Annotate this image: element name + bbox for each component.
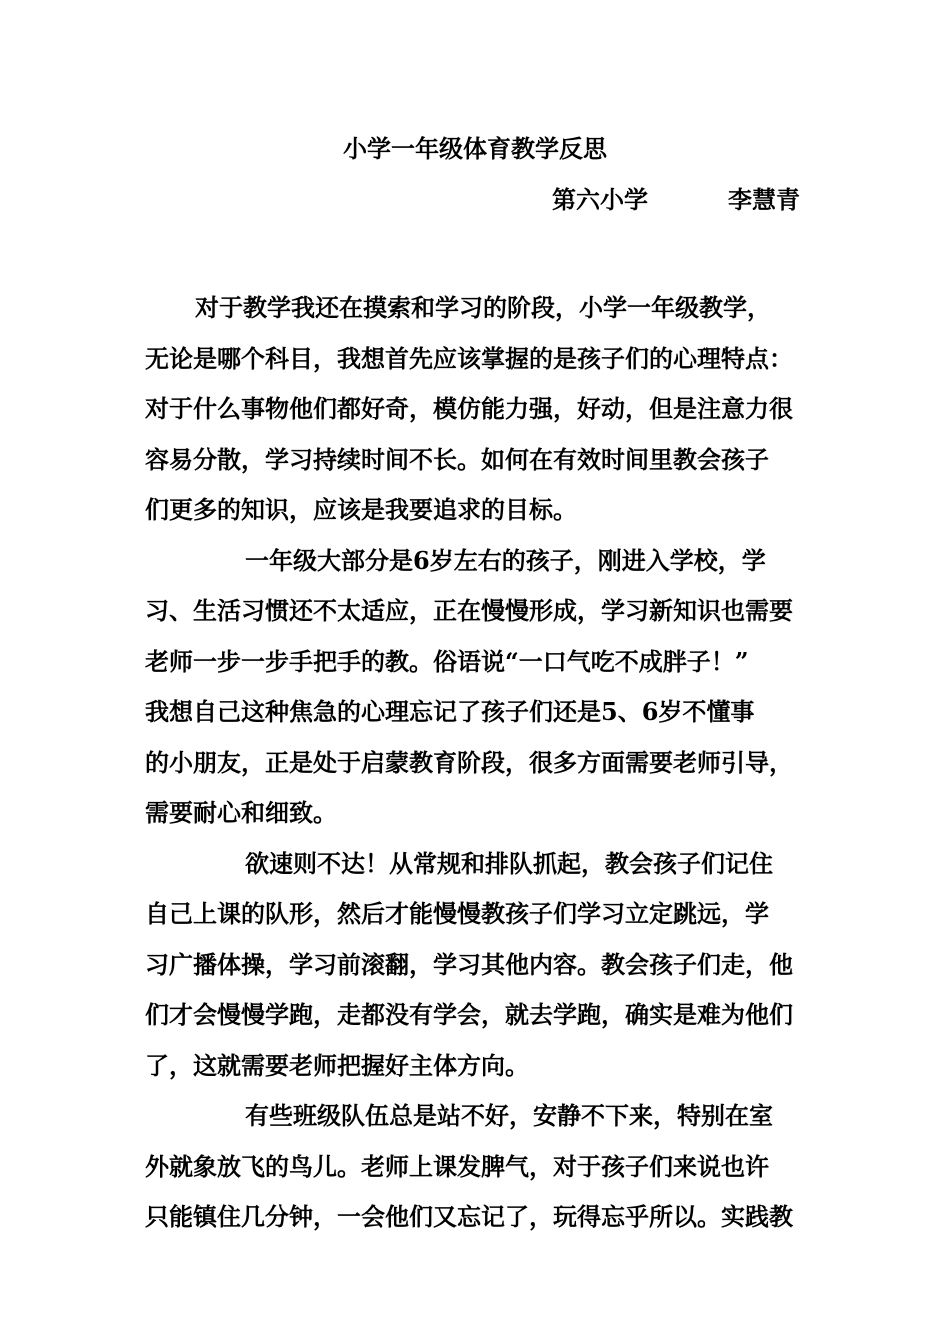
text-line: 们才会慢慢学跑，走都没有学会，就去学跑，确实是难为他们 (145, 1000, 793, 1029)
text-line: 一年级大部分是6岁左右的孩子，刚进入学校，学 (245, 545, 766, 575)
text-line: 有些班级队伍总是站不好，安静不下来，特别在室 (245, 1101, 773, 1130)
text-line: 需要耐心和细致。 (145, 798, 337, 827)
text-line: 无论是哪个科目，我想首先应该掌握的是孩子们的心理特点： (145, 343, 793, 373)
text-line: 欲速则不达！从常规和排队抓起，教会孩子们记住 (245, 848, 773, 878)
text-line: 自己上课的队形，然后才能慢慢教孩子们学习立定跳远，学 (145, 899, 769, 928)
text-line: 容易分散，学习持续时间不长。如何在有效时间里教会孩子 (145, 444, 769, 474)
text-line: 了，这就需要老师把握好主体方向。 (145, 1050, 529, 1080)
text-line: 老师一步一步手把手的教。俗语说“一口气吃不成胖子！” (145, 646, 749, 676)
text-line: 对于什么事物他们都好奇，模仿能力强，好动，但是注意力很 (145, 394, 793, 423)
byline (552, 184, 800, 216)
text-line: 外就象放飞的鸟儿。老师上课发脾气，对于孩子们来说也许 (145, 1151, 769, 1181)
document-title: 小学一年级体育教学反思 (343, 134, 607, 163)
text-line: 对于教学我还在摸索和学习的阶段，小学一年级教学， (195, 293, 771, 322)
text-line: 习广播体操，学习前滚翻，学习其他内容。教会孩子们走，他 (145, 949, 793, 979)
author-name: 李慧青 (728, 185, 800, 214)
text-line: 习、生活习惯还不太适应，正在慢慢形成，学习新知识也需要 (145, 596, 793, 625)
text-line: 我想自己这种焦急的心理忘记了孩子们还是5、6岁不懂事 (145, 697, 755, 726)
text-line: 只能镇住几分钟，一会他们又忘记了，玩得忘乎所以。实践教 (145, 1202, 793, 1231)
text-line: 们更多的知识，应该是我要追求的目标。 (145, 495, 577, 524)
school-name: 第六小学 (552, 185, 648, 214)
body-text (145, 283, 825, 1243)
text-line: 的小朋友，正是处于启蒙教育阶段，很多方面需要老师引导， (145, 747, 793, 777)
